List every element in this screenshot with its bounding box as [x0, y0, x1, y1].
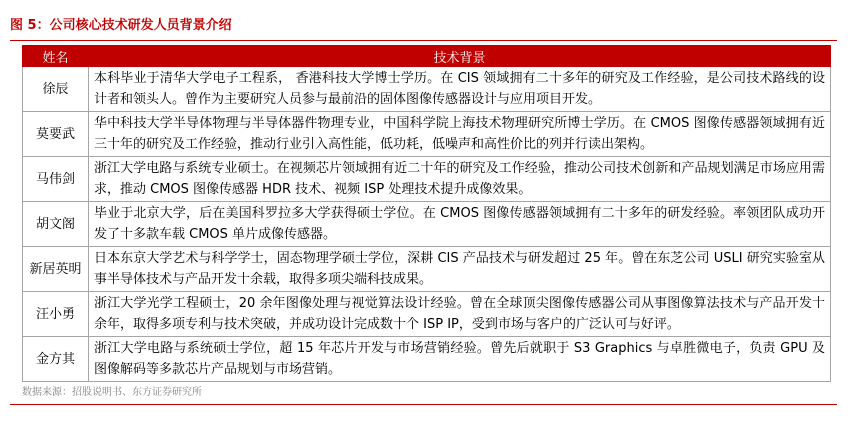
row-name: 徐辰: [23, 67, 89, 112]
source-note: 数据来源：招股说明书、东方证券研究所: [22, 387, 202, 398]
figure-title: 图 5：公司核心技术研发人员背景介绍: [10, 18, 232, 33]
row-name: 新居英明: [23, 247, 89, 292]
table-row: [23, 67, 831, 112]
row-background: 浙江大学电路与系统专业硕士。在视频芯片领域拥有近二十年的研究及工作经验，推动公司技术创新和产品规划满足市场应用需求，推动 CMOS 图像传感器 HDR 技术、视频 ISP 处理技术提升成像效果。: [89, 157, 831, 202]
table-row: [23, 157, 831, 202]
row-name: 莫要武: [23, 112, 89, 157]
table-header-row: [23, 46, 831, 67]
table-row: [23, 292, 831, 337]
row-background: 华中科技大学半导体物理与半导体器件物理专业，中国科学院上海技术物理研究所博士学历。在 CMOS 图像传感器领域拥有近三十年的研究及工作经验，推动行业引入高性能，低功耗，低噪声和高性价比的列并行读出架构。: [89, 112, 831, 157]
title-rule: [10, 40, 837, 41]
table-row: [23, 202, 831, 247]
personnel-table: [22, 45, 831, 382]
row-background: 本科毕业于清华大学电子工程系， 香港科技大学博士学历。在 CIS 领域拥有二十多年的研究及工作经验，是公司技术路线的设计者和领头人。曾作为主要研究人员参与最前沿的固体图像传感器设计与应用项目开发。: [89, 67, 831, 112]
row-background: 浙江大学电路与系统硕士学位，超 15 年芯片开发与市场营销经验。曾先后就职于 S3 Graphics 与卓胜微电子，负责 GPU 及图像解码等多款芯片产品规划与市场营销。: [89, 337, 831, 382]
header-name: 姓名: [23, 46, 89, 67]
row-name: 胡文阁: [23, 202, 89, 247]
table-row: [23, 112, 831, 157]
table-row: [23, 247, 831, 292]
footer-rule: [10, 404, 837, 405]
table-row: [23, 337, 831, 382]
row-background: 日本东京大学艺术与科学学士，固态物理学硕士学位，深耕 CIS 产品技术与研发超过 25 年。曾在东芝公司 USLI 研究实验室从事半导体技术与产品开发十余载，取得多项尖端科技成果。: [89, 247, 831, 292]
row-background: 毕业于北京大学，后在美国科罗拉多大学获得硕士学位。在 CMOS 图像传感器领域拥有二十多年的研发经验。率领团队成功开发了十多款车载 CMOS 单片成像传感器。: [89, 202, 831, 247]
row-name: 马伟剑: [23, 157, 89, 202]
row-background: 浙江大学光学工程硕士，20 余年图像处理与视觉算法设计经验。曾在全球顶尖图像传感器公司从事图像算法技术与产品开发十余年，取得多项专利与技术突破，并成功设计完成数十个 ISP IP，受到市场与客户的广泛认可与好评。: [89, 292, 831, 337]
header-background: 技术背景: [89, 46, 831, 67]
row-name: 汪小勇: [23, 292, 89, 337]
row-name: 金方其: [23, 337, 89, 382]
